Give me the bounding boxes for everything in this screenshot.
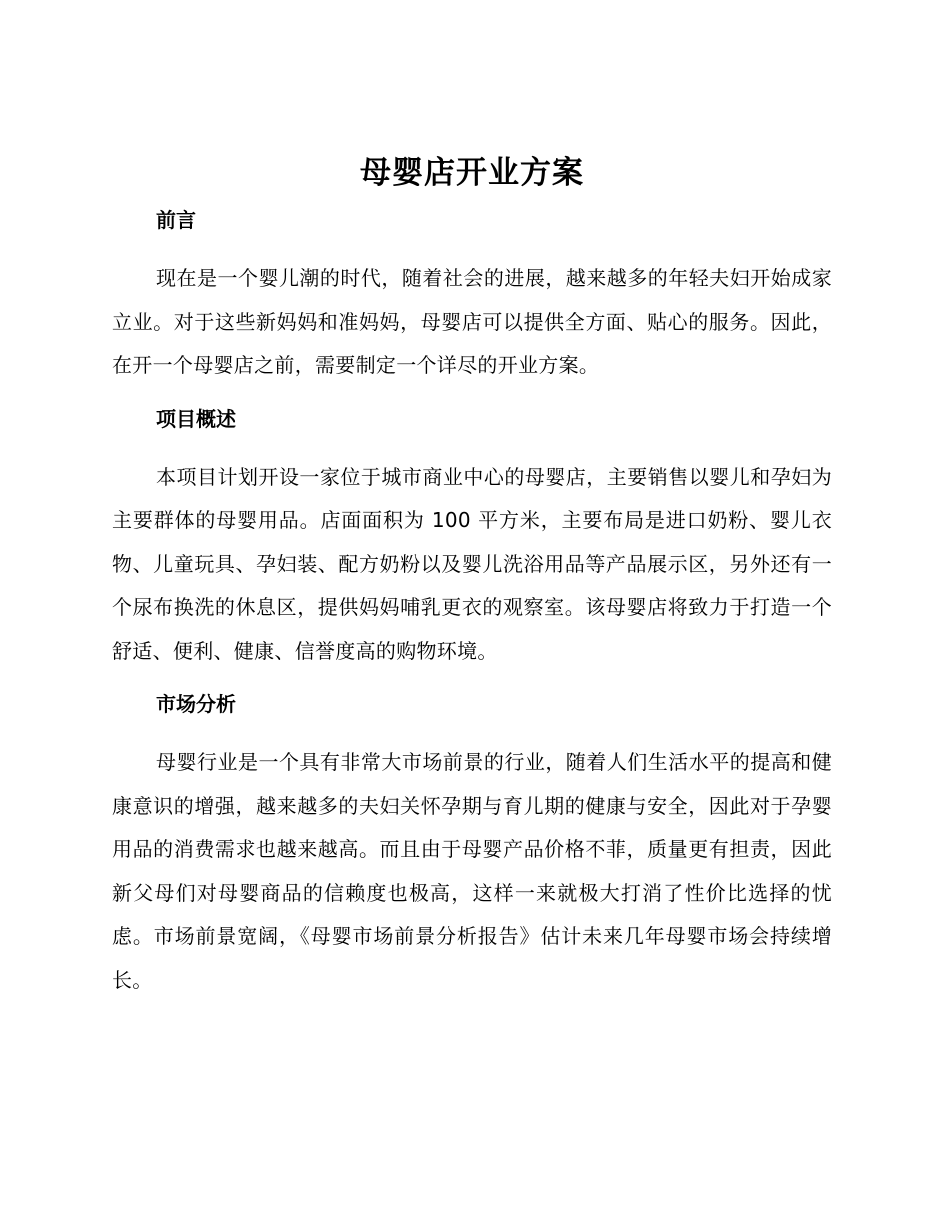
section-heading-preface: 前言 xyxy=(156,208,196,232)
section-preface xyxy=(112,206,832,388)
section-paragraph-project-overview: 本项目计划开设一家位于城市商业中心的母婴店，主要销售以婴儿和孕妇为主要群体的母婴用品。店面面积为 100 平方米，主要布局是进口奶粉、婴儿衣物、儿童玩具、孕妇装、配方奶粉以及婴儿洗浴用品等产品展示区，另外还有一个尿布换洗的休息区，提供妈妈哺乳更衣的观察室。该母婴店将致力于打造一个舒适、便利、健康、信誉度高的购物环境。 xyxy=(112,464,832,663)
document-page xyxy=(112,150,832,1019)
section-project-overview xyxy=(112,405,832,674)
section-market-analysis xyxy=(112,690,832,1002)
section-heading-project-overview: 项目概述 xyxy=(156,406,236,431)
section-heading-market-analysis: 市场分析 xyxy=(156,692,236,716)
document-title: 母婴店开业方案 xyxy=(360,155,584,191)
section-paragraph-market-analysis: 母婴行业是一个具有非常大市场前景的行业，随着人们生活水平的提高和健康意识的增强，越来越多的夫妇关怀孕期与育儿期的健康与安全，因此对于孕婴用品的消费需求也越来越高。而且由于母婴产品价格不菲，质量更有担责，因此新父母们对母婴商品的信赖度也极高，这样一来就极大打消了性价比选择的忧虑。市场前景宽阔，《母婴市场前景分析报告》估计未来几年母婴市场会持续增长。 xyxy=(112,750,832,992)
section-paragraph-preface: 现在是一个婴儿潮的时代，随着社会的进展，越来越多的年轻夫妇开始成家立业。对于这些新妈妈和准妈妈，母婴店可以提供全方面、贴心的服务。因此，在开一个母婴店之前，需要制定一个详尽的开业方案。 xyxy=(112,266,832,377)
